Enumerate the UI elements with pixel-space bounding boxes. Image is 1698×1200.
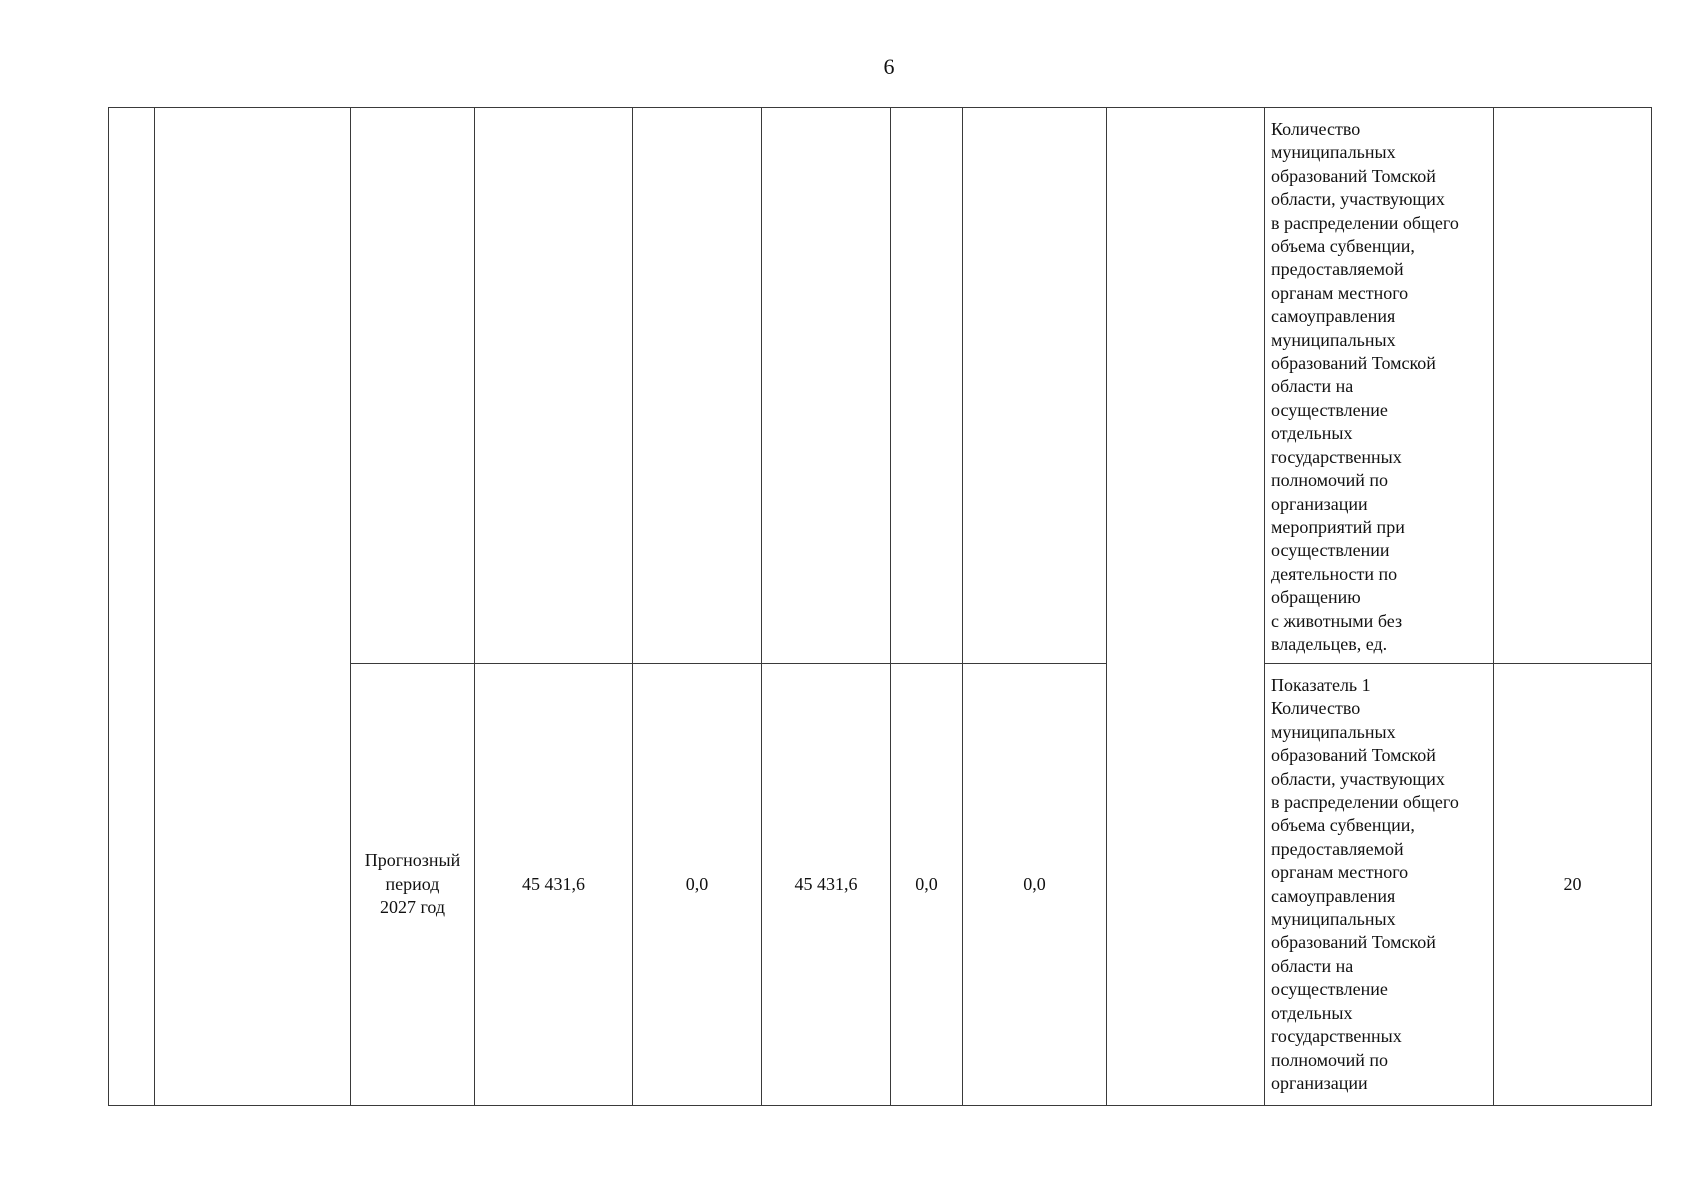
period-cell (351, 664, 475, 1106)
indicator-description-cell (1265, 664, 1494, 1106)
indicator-value-cell: 20 (1494, 664, 1652, 1106)
table-row (109, 108, 1652, 664)
regional-cell: 45 431,6 (762, 664, 891, 1106)
program-table (108, 107, 1652, 1106)
indicator-value-cell-empty (1494, 108, 1652, 664)
federal-cell: 0,0 (633, 664, 762, 1106)
total-cell-empty (475, 108, 633, 664)
period-label: Прогнозный период 2027 год (364, 850, 461, 918)
number-cell (109, 108, 155, 1106)
event-name-cell (155, 108, 351, 1106)
federal-cell-empty (633, 108, 762, 664)
executor-cell (1107, 108, 1265, 1106)
other-cell-empty (963, 108, 1107, 664)
page-number: 6 (883, 54, 895, 79)
total-cell: 45 431,6 (475, 664, 633, 1106)
regional-cell-empty (762, 108, 891, 664)
period-cell-empty (351, 108, 475, 664)
indicator-description: Показатель 1 Количество муниципальных образований Томской области, участвующих в распределении общего объема субвенции, предоставляемой органам местного самоуправления муниципальных образований Томской области на осуществление отдельных государственных полномочий по организации (1271, 675, 1459, 1093)
indicator-description-cell (1265, 108, 1494, 664)
indicator-description: Количество муниципальных образований Томской области, участвующих в распределении общего объема субвенции, предоставляемой органам местного самоуправления муниципальных образований Томской области на осуществление отдельных государственных полномочий по организации мероприятий при осуществлении деятельности по обращению с животными без владельцев, ед. (1271, 119, 1459, 654)
local-cell-empty (891, 108, 963, 664)
other-cell: 0,0 (963, 664, 1107, 1106)
local-cell: 0,0 (891, 664, 963, 1106)
